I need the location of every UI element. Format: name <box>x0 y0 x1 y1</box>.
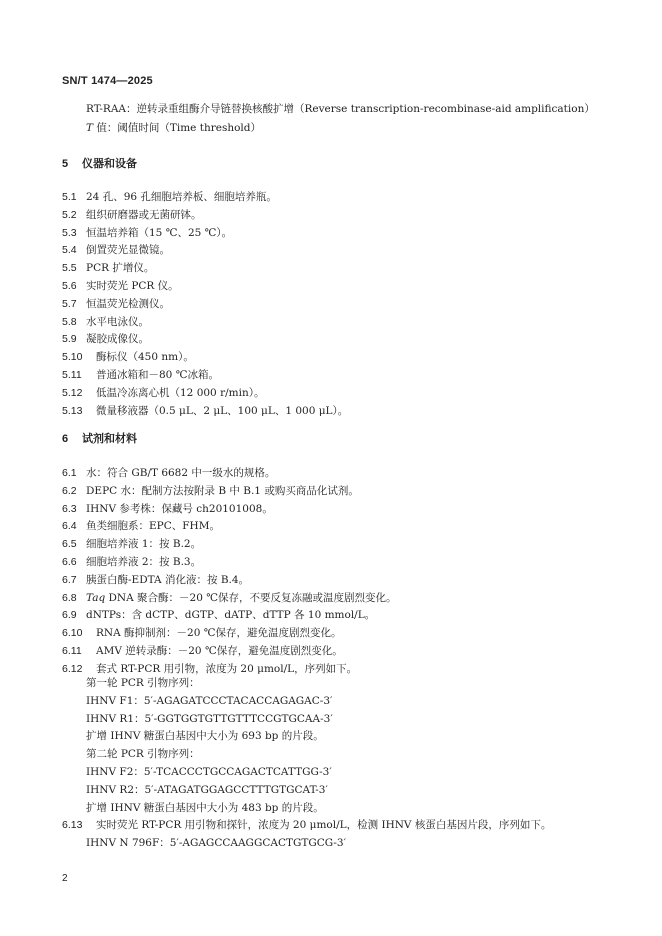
clause-text: 细胞培养液 1：按 B.2。 <box>86 538 202 551</box>
clause-6-11 <box>62 644 343 658</box>
clause-number: 6.6 <box>62 556 77 568</box>
primer-line: 第二轮 PCR 引物序列： <box>86 748 200 761</box>
clause-6-7 <box>62 573 249 587</box>
clause-text: 恒温荧光检测仪。 <box>86 297 170 310</box>
primer-line: 扩增 IHNV 糖蛋白基因中大小为 483 bp 的片段。 <box>86 801 324 814</box>
clause-6-5 <box>62 537 201 551</box>
clause-text: DEPC 水：配制方法按附录 B 中 B.1 或购买商品化试剂。 <box>86 484 359 497</box>
clause-term: Taq <box>86 591 106 604</box>
clause-number: 6.13 <box>62 819 83 831</box>
clause-5-4 <box>62 243 170 257</box>
clause-text: IHNV 参考株：保藏号 ch20101008。 <box>86 502 273 515</box>
clause-number: 6.9 <box>62 609 77 622</box>
clause-6-6 <box>62 555 201 569</box>
clause-6-2 <box>62 484 359 498</box>
header-standard-code: SN/T 1474—2025 <box>62 75 153 87</box>
clause-6-12 <box>62 662 357 676</box>
clause-number: 5.13 <box>62 404 83 417</box>
clause-text: 酶标仪（450 nm）。 <box>96 351 194 364</box>
clause-6-13 <box>62 818 551 832</box>
section-number: 6 <box>62 433 69 445</box>
clause-text: 凝胶成像仪。 <box>86 333 149 346</box>
clause-5-1 <box>62 190 277 204</box>
clause-5-7 <box>62 297 170 311</box>
clause-text: PCR 扩增仪。 <box>86 262 155 275</box>
clause-text: 低温冷冻离心机（12 000 r/min）。 <box>96 386 265 399</box>
clause-5-11 <box>62 368 219 382</box>
section-5-heading <box>62 157 137 171</box>
clause-text: 胰蛋白酶-EDTA 消化液：按 B.4。 <box>86 573 250 586</box>
page-number: 2 <box>62 873 68 884</box>
clause-number: 5.12 <box>62 386 83 399</box>
clause-text: 鱼类细胞系：EPC、FHM。 <box>86 520 220 533</box>
clause-5-10 <box>62 350 194 364</box>
abbreviation-term: T <box>86 122 94 134</box>
clause-text: 细胞培养液 2：按 B.3。 <box>86 556 202 568</box>
clause-text: 实时荧光 RT-PCR 用引物和探针，浓度为 20 μmol/L，检测 IHNV 核蛋白基因片段，序列如下。 <box>96 819 552 831</box>
clause-text: 24 孔、96 孔细胞培养板、细胞培养瓶。 <box>86 191 277 203</box>
primer-line: IHNV R1：5′-GGTGGTGTTGTTTCCGTGCAA-3′ <box>86 712 333 725</box>
clause-5-13 <box>62 404 348 418</box>
clause-number: 5.9 <box>62 333 77 346</box>
clause-6-3 <box>62 502 273 516</box>
clause-5-12 <box>62 386 264 400</box>
clause-text: 普通冰箱和－80 ℃冰箱。 <box>96 369 219 381</box>
clause-5-6 <box>62 279 179 293</box>
clause-number: 6.12 <box>62 662 83 675</box>
primer-line: IHNV F2：5′-TCACCCTGCCAGACTCATTGG-3′ <box>86 766 332 778</box>
section-title: 试剂和材料 <box>82 433 137 445</box>
primer-line: IHNV F1：5′-AGAGATCCCTACACCAGAGAC-3′ <box>86 694 333 707</box>
clause-text: 恒温培养箱（15 ℃、25 ℃）。 <box>86 226 233 239</box>
clause-number: 5.7 <box>62 297 77 310</box>
clause-number: 5.4 <box>62 244 77 257</box>
clause-6-10 <box>62 626 341 640</box>
clause-number: 5.2 <box>62 208 77 221</box>
clause-number: 6.4 <box>62 520 77 533</box>
clause-number: 5.10 <box>62 351 83 364</box>
clause-text: AMV 逆转录酶：－20 ℃保存，避免温度剧烈变化。 <box>96 645 343 657</box>
clause-text: RNA 酶抑制剂：－20 ℃保存，避免温度剧烈变化。 <box>96 627 342 640</box>
section-6-heading <box>62 432 137 446</box>
clause-number: 6.8 <box>62 591 77 604</box>
clause-text: 实时荧光 PCR 仪。 <box>86 280 179 292</box>
clause-text: 倒置荧光显微镜。 <box>86 244 170 257</box>
clause-5-9 <box>62 332 149 346</box>
section-title: 仪器和设备 <box>82 158 137 170</box>
primer-line: 第一轮 PCR 引物序列： <box>86 677 200 689</box>
clause-number: 6.2 <box>62 484 77 497</box>
clause-number: 6.10 <box>62 627 83 640</box>
section-number: 5 <box>62 158 69 170</box>
clause-text: 组织研磨器或无菌研钵。 <box>86 208 202 221</box>
clause-number: 6.5 <box>62 538 77 551</box>
clause-6-8 <box>62 591 396 605</box>
clause-number: 6.7 <box>62 573 77 586</box>
clause-text: dNTPs：含 dCTP、dGTP、dATP、dTTP 各 10 mmol/L。 <box>86 609 376 622</box>
clause-number: 6.1 <box>62 467 77 479</box>
clause-6-9 <box>62 608 375 622</box>
abbreviation-t-value <box>86 121 261 135</box>
abbreviation-definition: 值：阈值时间（Time threshold） <box>93 122 261 134</box>
clause-number: 5.8 <box>62 315 77 328</box>
abbreviation-rt-raa: RT-RAA：逆转录重组酶介导链替换核酸扩增（Reverse transcription-recombinase-aid amplification） <box>86 103 595 115</box>
clause-text: 水平电泳仪。 <box>86 315 149 328</box>
clause-text: 套式 RT-PCR 用引物，浓度为 20 μmol/L，序列如下。 <box>96 662 358 675</box>
clause-5-8 <box>62 315 149 329</box>
clause-text: DNA 聚合酶：－20 ℃保存，不要反复冻融或温度剧烈变化。 <box>105 591 397 604</box>
clause-5-5 <box>62 261 154 275</box>
primer-line: IHNV N 796F：5′-AGAGCCAAGGCACTGTGCG-3′ <box>86 837 346 849</box>
clause-6-4 <box>62 519 220 533</box>
clause-6-1 <box>62 466 275 480</box>
clause-number: 6.11 <box>62 645 82 657</box>
primer-line: IHNV R2：5′-ATAGATGGAGCCTTTGTGCAT-3′ <box>86 783 328 796</box>
clause-number: 5.5 <box>62 262 77 275</box>
clause-text: 水：符合 GB/T 6682 中一级水的规格。 <box>86 467 276 479</box>
clause-number: 6.3 <box>62 502 77 515</box>
primer-line: 扩增 IHNV 糖蛋白基因中大小为 693 bp 的片段。 <box>86 730 324 743</box>
clause-5-3 <box>62 226 232 240</box>
clause-text: 微量移液器（0.5 μL、2 μL、100 μL、1 000 μL）。 <box>96 404 349 417</box>
clause-5-2 <box>62 208 202 222</box>
clause-number: 5.1 <box>62 191 77 203</box>
clause-number: 5.11 <box>62 369 82 381</box>
clause-number: 5.6 <box>62 280 77 292</box>
clause-number: 5.3 <box>62 226 77 239</box>
